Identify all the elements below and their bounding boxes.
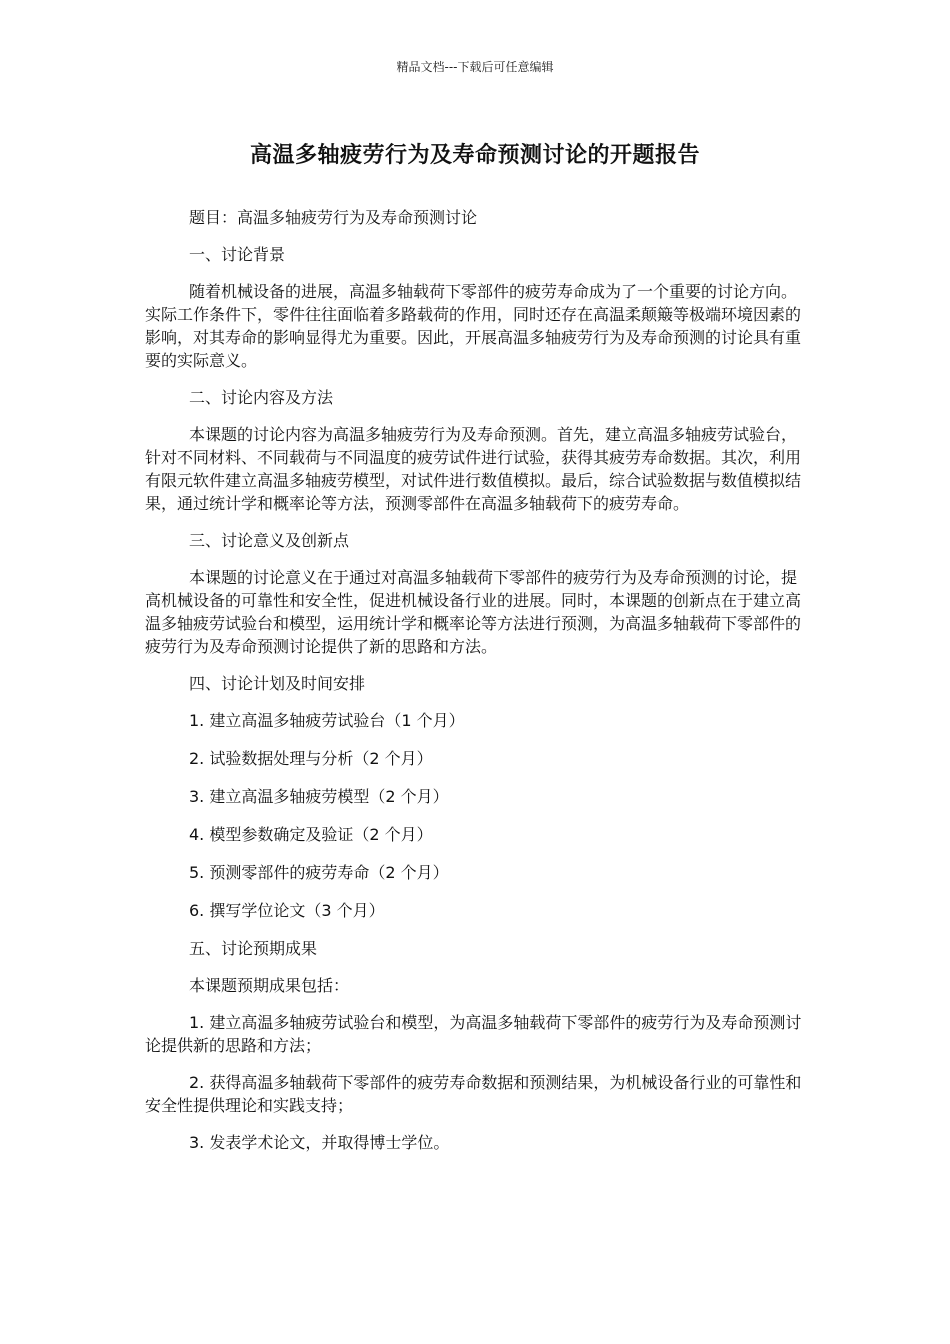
section-heading-methods: 二、讨论内容及方法	[189, 388, 334, 407]
document-body	[145, 206, 807, 1168]
section-body-significance: 本课题的讨论意义在于通过对高温多轴载荷下零部件的疲劳行为及寿命预测的讨论，提高机械设备的可靠性和安全性，促进机械设备行业的进展。同时，本课题的创新点在于建立高温多轴疲劳试验台和模型，运用统计学和概率论等方法进行预测，为高温多轴载荷下零部件的疲劳行为及寿命预测讨论提供了新的思路和方法。	[145, 568, 802, 656]
section-body-background: 随着机械设备的进展，高温多轴载荷下零部件的疲劳寿命成为了一个重要的讨论方向。实际工作条件下，零件往往面临着多路载荷的作用，同时还存在高温柔颠簸等极端环境因素的影响，对其寿命的影响显得尤为重要。因此，开展高温多轴疲劳行为及寿命预测的讨论具有重要的实际意义。	[145, 282, 802, 370]
page-header-note: 精品文档---下载后可任意编辑	[396, 60, 554, 74]
plan-item: 3. 建立高温多轴疲劳模型（2 个月）	[189, 787, 449, 806]
topic-line: 题目：高温多轴疲劳行为及寿命预测讨论	[189, 208, 478, 227]
plan-item: 6. 撰写学位论文（3 个月）	[189, 901, 385, 920]
outcome-item: 3. 发表学术论文，并取得博士学位。	[189, 1133, 450, 1152]
plan-item: 1. 建立高温多轴疲劳试验台（1 个月）	[189, 711, 465, 730]
section-heading-plan: 四、讨论计划及时间安排	[189, 674, 366, 693]
outcomes-intro: 本课题预期成果包括：	[189, 976, 350, 995]
document-title: 高温多轴疲劳行为及寿命预测讨论的开题报告	[249, 143, 700, 168]
section-heading-outcomes: 五、讨论预期成果	[189, 939, 318, 958]
plan-item: 2. 试验数据处理与分析（2 个月）	[189, 749, 433, 768]
section-heading-significance: 三、讨论意义及创新点	[189, 531, 350, 550]
outcome-item: 1. 建立高温多轴疲劳试验台和模型，为高温多轴载荷下零部件的疲劳行为及寿命预测讨论提供新的思路和方法；	[145, 1013, 802, 1055]
section-body-methods: 本课题的讨论内容为高温多轴疲劳行为及寿命预测。首先，建立高温多轴疲劳试验台，针对不同材料、不同载荷与不同温度的疲劳试件进行试验，获得其疲劳寿命数据。其次，利用有限元软件建立高温多轴疲劳模型，对试件进行数值模拟。最后，综合试验数据与数值模拟结果，通过统计学和概率论等方法，预测零部件在高温多轴载荷下的疲劳寿命。	[145, 425, 802, 513]
outcome-item: 2. 获得高温多轴载荷下零部件的疲劳寿命数据和预测结果，为机械设备行业的可靠性和安全性提供理论和实践支持；	[145, 1073, 802, 1115]
plan-item: 5. 预测零部件的疲劳寿命（2 个月）	[189, 863, 449, 882]
section-heading-background: 一、讨论背景	[189, 245, 286, 264]
plan-item: 4. 模型参数确定及验证（2 个月）	[189, 825, 433, 844]
